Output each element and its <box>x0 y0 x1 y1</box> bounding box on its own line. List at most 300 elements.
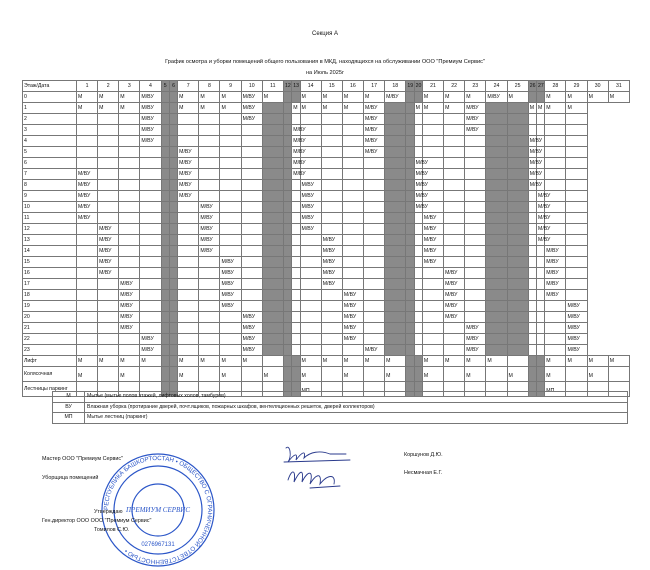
schedule-cell <box>465 158 486 169</box>
schedule-cell <box>566 114 587 125</box>
schedule-cell: М/ВУ <box>566 334 587 345</box>
schedule-cell: М/ВУ <box>76 191 97 202</box>
schedule-row <box>23 268 630 279</box>
schedule-cell: М <box>178 92 199 103</box>
schedule-cell: М/ВУ <box>444 279 465 290</box>
schedule-cell: М/ВУ <box>364 345 385 356</box>
weekend-cell <box>262 180 283 191</box>
schedule-cell <box>140 279 161 290</box>
schedule-cell <box>300 257 321 268</box>
day-header: 7 <box>178 81 199 92</box>
weekend-cell <box>406 356 414 367</box>
day-header: 10 <box>241 81 262 92</box>
weekend-cell <box>414 367 422 382</box>
schedule-cell <box>321 312 342 323</box>
day-header: 29 <box>566 81 587 92</box>
weekend-cell <box>385 246 406 257</box>
schedule-cell <box>140 191 161 202</box>
schedule-cell: М <box>220 92 241 103</box>
floor-label: 17 <box>23 279 77 290</box>
schedule-cell: М <box>422 356 443 367</box>
schedule-cell <box>364 367 385 382</box>
weekend-cell <box>283 301 291 312</box>
schedule-cell: М/ВУ <box>528 158 536 169</box>
schedule-cell <box>414 114 422 125</box>
day-header: 28 <box>545 81 566 92</box>
floor-label: 20 <box>23 312 77 323</box>
day-header: 26 <box>528 81 536 92</box>
schedule-cell <box>292 191 300 202</box>
weekend-cell <box>486 114 507 125</box>
weekend-cell <box>161 180 169 191</box>
weekend-cell <box>262 312 283 323</box>
floor-label: 12 <box>23 224 77 235</box>
schedule-cell <box>321 345 342 356</box>
schedule-cell <box>321 224 342 235</box>
weekend-cell <box>385 224 406 235</box>
schedule-cell <box>342 235 363 246</box>
schedule-cell <box>528 246 536 257</box>
schedule-cell: М/ВУ <box>486 92 507 103</box>
director-label: Ген.директор ООО ООО "Премиум Сервис" <box>42 518 152 524</box>
schedule-cell <box>220 202 241 213</box>
schedule-cell <box>545 114 566 125</box>
weekend-cell <box>406 279 414 290</box>
schedule-cell <box>199 191 220 202</box>
schedule-cell: М/ВУ <box>364 103 385 114</box>
schedule-cell <box>364 268 385 279</box>
schedule-row <box>23 323 630 334</box>
schedule-cell <box>76 323 97 334</box>
schedule-cell <box>199 312 220 323</box>
weekend-cell <box>385 180 406 191</box>
schedule-cell: М/ВУ <box>465 345 486 356</box>
schedule-cell: М/ВУ <box>465 103 486 114</box>
schedule-cell <box>119 224 140 235</box>
schedule-cell <box>528 202 536 213</box>
schedule-cell: М <box>608 92 629 103</box>
weekend-cell <box>169 345 177 356</box>
weekend-cell <box>169 301 177 312</box>
weekend-cell <box>169 312 177 323</box>
weekend-cell <box>507 224 528 235</box>
schedule-cell <box>140 367 161 382</box>
schedule-cell <box>140 323 161 334</box>
weekend-cell <box>507 334 528 345</box>
schedule-cell: МП <box>300 382 321 397</box>
schedule-cell: М/ВУ <box>545 268 566 279</box>
weekend-cell <box>161 103 169 114</box>
schedule-cell: М/ВУ <box>292 158 300 169</box>
schedule-cell <box>140 235 161 246</box>
schedule-cell: М/ВУ <box>545 290 566 301</box>
schedule-cell <box>465 246 486 257</box>
schedule-cell <box>241 202 262 213</box>
weekend-cell <box>292 92 300 103</box>
schedule-cell <box>465 180 486 191</box>
schedule-cell <box>98 169 119 180</box>
schedule-cell: М/ВУ <box>537 191 545 202</box>
schedule-cell <box>76 125 97 136</box>
schedule-cell <box>444 257 465 268</box>
weekend-cell <box>161 191 169 202</box>
schedule-cell <box>119 136 140 147</box>
schedule-cell <box>199 334 220 345</box>
weekend-cell <box>507 114 528 125</box>
floor-label: 2 <box>23 114 77 125</box>
weekend-cell <box>486 125 507 136</box>
weekend-cell <box>507 158 528 169</box>
schedule-cell: М/ВУ <box>98 235 119 246</box>
schedule-cell: М <box>342 367 363 382</box>
schedule-cell <box>178 125 199 136</box>
weekend-cell <box>406 114 414 125</box>
schedule-cell <box>444 202 465 213</box>
schedule-cell <box>220 224 241 235</box>
schedule-cell <box>300 301 321 312</box>
day-header: 27 <box>537 81 545 92</box>
weekend-cell <box>283 257 291 268</box>
legend-code: М <box>53 392 85 403</box>
schedule-cell <box>422 290 443 301</box>
weekend-cell <box>414 92 422 103</box>
weekend-cell <box>406 213 414 224</box>
schedule-cell <box>241 268 262 279</box>
weekend-cell <box>283 114 291 125</box>
weekend-cell <box>537 356 545 367</box>
schedule-cell <box>119 202 140 213</box>
weekend-cell <box>283 147 291 158</box>
schedule-cell <box>140 290 161 301</box>
weekend-cell <box>262 334 283 345</box>
schedule-cell: М/ВУ <box>414 191 422 202</box>
schedule-cell <box>98 180 119 191</box>
weekend-cell <box>406 235 414 246</box>
schedule-cell <box>422 323 443 334</box>
schedule-cell <box>545 334 566 345</box>
schedule-cell <box>414 224 422 235</box>
weekend-cell <box>292 356 300 367</box>
schedule-cell: М <box>178 367 199 382</box>
schedule-cell <box>76 279 97 290</box>
schedule-cell: М/ВУ <box>566 301 587 312</box>
schedule-cell <box>528 345 536 356</box>
schedule-cell: М <box>262 367 283 382</box>
weekend-cell <box>169 191 177 202</box>
schedule-cell <box>465 301 486 312</box>
weekend-cell <box>406 169 414 180</box>
schedule-cell <box>414 235 422 246</box>
schedule-cell: М <box>545 367 566 382</box>
legend-row <box>53 413 628 424</box>
schedule-cell: М <box>465 356 486 367</box>
weekend-cell <box>262 268 283 279</box>
schedule-cell <box>119 125 140 136</box>
schedule-cell <box>566 169 587 180</box>
schedule-cell <box>321 323 342 334</box>
schedule-cell <box>342 158 363 169</box>
weekend-cell <box>507 180 528 191</box>
schedule-cell: М/ВУ <box>199 213 220 224</box>
schedule-row <box>23 279 630 290</box>
floor-label: 15 <box>23 257 77 268</box>
legend-row <box>53 402 628 413</box>
schedule-cell: М/ВУ <box>566 312 587 323</box>
schedule-cell <box>140 246 161 257</box>
schedule-row <box>23 246 630 257</box>
weekend-cell <box>161 323 169 334</box>
schedule-cell <box>364 213 385 224</box>
schedule-cell: М/ВУ <box>140 114 161 125</box>
schedule-cell <box>140 169 161 180</box>
schedule-cell: М <box>321 356 342 367</box>
weekend-cell <box>262 103 283 114</box>
weekend-cell <box>161 312 169 323</box>
schedule-cell <box>364 257 385 268</box>
weekend-cell <box>385 279 406 290</box>
schedule-cell <box>342 191 363 202</box>
legend-text: Мытье лестниц (паркинг) <box>85 413 628 424</box>
weekend-cell <box>283 224 291 235</box>
schedule-cell <box>364 202 385 213</box>
day-header: 5 <box>161 81 169 92</box>
approved-label: Утверждаю <box>94 509 123 515</box>
weekend-cell <box>528 367 536 382</box>
schedule-cell: М <box>292 103 300 114</box>
schedule-cell <box>444 147 465 158</box>
floor-label: 16 <box>23 268 77 279</box>
schedule-cell: М/ВУ <box>199 246 220 257</box>
schedule-cell: М <box>364 92 385 103</box>
schedule-cell <box>241 158 262 169</box>
schedule-cell: М <box>300 103 321 114</box>
weekend-cell <box>385 147 406 158</box>
schedule-cell <box>76 268 97 279</box>
weekend-cell <box>486 334 507 345</box>
schedule-cell: М <box>220 367 241 382</box>
weekend-cell <box>385 323 406 334</box>
schedule-cell: М/ВУ <box>528 147 536 158</box>
schedule-row <box>23 301 630 312</box>
schedule-cell: М/ВУ <box>292 125 300 136</box>
floor-label: 18 <box>23 290 77 301</box>
weekend-cell <box>283 345 291 356</box>
schedule-cell <box>465 257 486 268</box>
schedule-cell <box>292 224 300 235</box>
schedule-cell <box>566 246 587 257</box>
schedule-cell <box>140 301 161 312</box>
schedule-cell: М/ВУ <box>566 323 587 334</box>
schedule-cell <box>342 279 363 290</box>
floor-label: Колясочная <box>23 367 77 382</box>
weekend-cell <box>385 103 406 114</box>
schedule-cell <box>98 323 119 334</box>
weekend-cell <box>283 246 291 257</box>
schedule-cell <box>178 345 199 356</box>
weekend-cell <box>283 312 291 323</box>
schedule-cell <box>342 180 363 191</box>
schedule-cell <box>321 136 342 147</box>
schedule-cell <box>140 257 161 268</box>
weekend-cell <box>169 213 177 224</box>
schedule-cell <box>545 147 566 158</box>
weekend-cell <box>406 323 414 334</box>
schedule-cell: М <box>199 356 220 367</box>
schedule-cell: М <box>199 103 220 114</box>
schedule-cell <box>566 136 587 147</box>
schedule-row <box>23 312 630 323</box>
schedule-cell: М <box>422 92 443 103</box>
schedule-cell <box>76 114 97 125</box>
weekend-cell <box>283 125 291 136</box>
schedule-cell <box>98 290 119 301</box>
schedule-cell: М/ВУ <box>98 257 119 268</box>
schedule-title: График осмотра и уборки помещений общего пользования в МКД, находящихся на обслуживании ООО "Премиум Сервис" <box>165 59 485 65</box>
schedule-cell <box>465 235 486 246</box>
schedule-cell <box>76 312 97 323</box>
weekend-cell <box>161 158 169 169</box>
schedule-cell: М/ВУ <box>199 235 220 246</box>
schedule-cell: М/ВУ <box>300 213 321 224</box>
schedule-cell: М/ВУ <box>119 323 140 334</box>
schedule-cell: М/ВУ <box>528 169 536 180</box>
weekend-cell <box>406 158 414 169</box>
floor-label: 22 <box>23 334 77 345</box>
schedule-cell: М/ВУ <box>537 202 545 213</box>
schedule-cell <box>528 125 536 136</box>
schedule-cell <box>414 246 422 257</box>
schedule-row <box>23 147 630 158</box>
schedule-cell <box>566 125 587 136</box>
schedule-cell <box>220 312 241 323</box>
schedule-cell <box>262 356 283 367</box>
weekend-cell <box>262 213 283 224</box>
schedule-cell <box>528 268 536 279</box>
schedule-cell: М/ВУ <box>342 323 363 334</box>
schedule-cell: М/ВУ <box>76 169 97 180</box>
schedule-cell: М/ВУ <box>545 279 566 290</box>
schedule-cell: М/ВУ <box>545 257 566 268</box>
schedule-cell <box>178 257 199 268</box>
schedule-cell <box>537 323 545 334</box>
schedule-cell <box>321 125 342 136</box>
schedule-cell: М <box>98 356 119 367</box>
schedule-cell: М <box>566 356 587 367</box>
schedule-cell <box>414 279 422 290</box>
weekend-cell <box>507 257 528 268</box>
schedule-cell: М/ВУ <box>76 202 97 213</box>
schedule-cell <box>76 301 97 312</box>
schedule-cell <box>414 136 422 147</box>
weekend-cell <box>486 224 507 235</box>
schedule-cell <box>545 312 566 323</box>
weekend-cell <box>507 103 528 114</box>
schedule-cell: М/ВУ <box>465 125 486 136</box>
schedule-cell <box>566 202 587 213</box>
weekend-cell <box>262 323 283 334</box>
weekend-cell <box>169 323 177 334</box>
schedule-cell <box>444 323 465 334</box>
weekend-cell <box>169 158 177 169</box>
weekend-cell <box>262 191 283 202</box>
day-header: 23 <box>465 81 486 92</box>
stamp-outer-text: РЕСПУБЛИКА БАШКОРТОСТАН • ОБЩЕСТВО С ОГРАНИЧЕННОЙ ОТВЕТСТВЕННОСТЬЮ • <box>102 454 214 566</box>
schedule-cell <box>422 312 443 323</box>
schedule-cell: М/ВУ <box>342 334 363 345</box>
weekend-cell <box>486 213 507 224</box>
weekend-cell <box>169 257 177 268</box>
schedule-cell: М/ВУ <box>537 224 545 235</box>
schedule-cell <box>545 136 566 147</box>
schedule-cell: М/ВУ <box>241 334 262 345</box>
weekend-cell <box>161 169 169 180</box>
schedule-cell <box>220 323 241 334</box>
schedule-cell <box>342 147 363 158</box>
schedule-cell <box>300 235 321 246</box>
schedule-cell <box>292 312 300 323</box>
schedule-cell <box>119 147 140 158</box>
schedule-row <box>23 356 630 367</box>
schedule-cell: М/ВУ <box>528 180 536 191</box>
weekend-cell <box>486 345 507 356</box>
schedule-cell <box>300 246 321 257</box>
floor-label: 7 <box>23 169 77 180</box>
schedule-cell <box>119 213 140 224</box>
schedule-cell <box>199 114 220 125</box>
weekend-cell <box>486 268 507 279</box>
schedule-cell <box>119 334 140 345</box>
schedule-cell <box>364 180 385 191</box>
schedule-cell: МП <box>545 382 566 397</box>
schedule-cell: М/ВУ <box>241 114 262 125</box>
day-header: 17 <box>364 81 385 92</box>
schedule-header-row <box>23 81 630 92</box>
schedule-cell <box>465 268 486 279</box>
schedule-cell <box>140 213 161 224</box>
weekend-cell <box>169 114 177 125</box>
schedule-row <box>23 290 630 301</box>
schedule-cell: М <box>342 356 363 367</box>
schedule-cell: М <box>98 103 119 114</box>
weekend-cell <box>486 103 507 114</box>
schedule-table <box>22 80 630 397</box>
schedule-cell <box>76 158 97 169</box>
day-header: 6 <box>169 81 177 92</box>
schedule-cell <box>140 158 161 169</box>
schedule-cell <box>119 169 140 180</box>
weekend-cell <box>262 279 283 290</box>
schedule-cell <box>119 158 140 169</box>
schedule-cell: М <box>76 103 97 114</box>
schedule-cell: М <box>422 103 443 114</box>
weekend-cell <box>161 257 169 268</box>
schedule-cell: М/ВУ <box>444 290 465 301</box>
schedule-cell <box>566 147 587 158</box>
schedule-cell <box>220 235 241 246</box>
schedule-cell <box>566 279 587 290</box>
weekend-cell <box>161 345 169 356</box>
floor-label: 10 <box>23 202 77 213</box>
schedule-row <box>23 114 630 125</box>
weekend-cell <box>406 334 414 345</box>
schedule-cell <box>528 191 536 202</box>
schedule-cell: М/ВУ <box>321 246 342 257</box>
schedule-cell <box>444 213 465 224</box>
weekend-cell <box>406 312 414 323</box>
weekend-cell <box>486 257 507 268</box>
schedule-cell <box>292 323 300 334</box>
schedule-cell: М <box>486 356 507 367</box>
